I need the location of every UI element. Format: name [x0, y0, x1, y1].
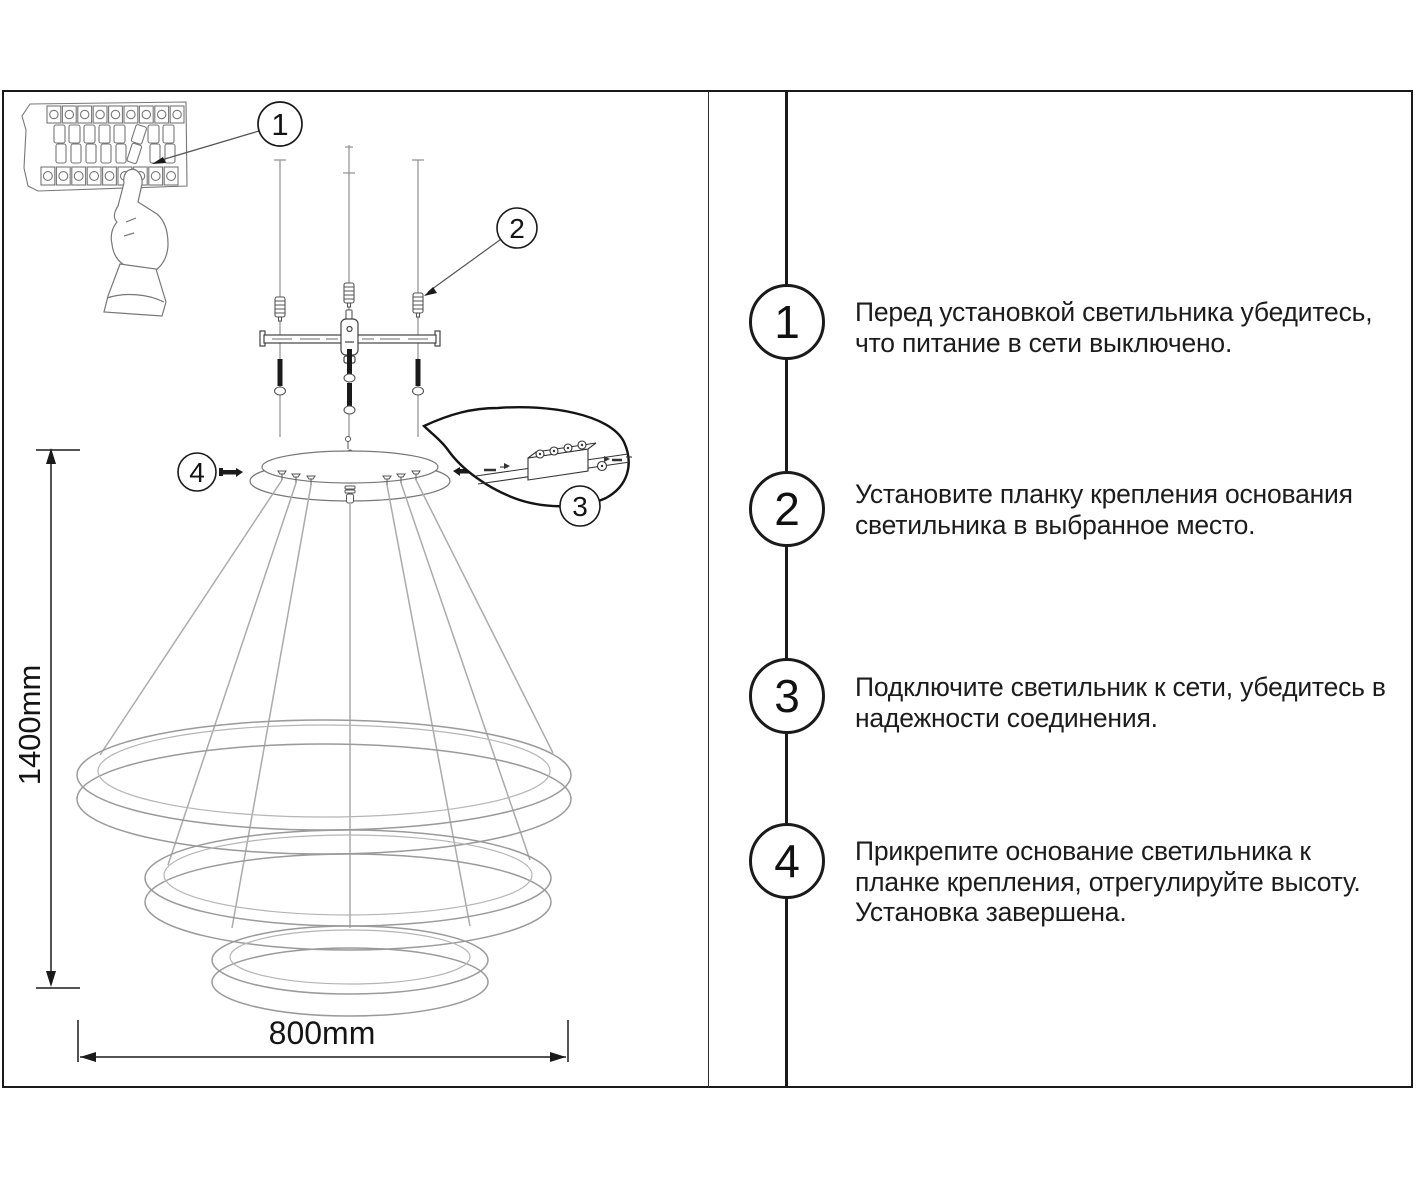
step-2-number: 2: [774, 483, 800, 535]
terminal-detail-balloon: [424, 407, 632, 526]
ring-small: [212, 926, 488, 1016]
step-3-line-2: надежности соединения.: [855, 702, 1158, 733]
wall-anchor-middle: [344, 283, 354, 319]
step-1-line-1: Перед установкой светильника убедитесь,: [855, 297, 1373, 327]
breaker-top-row: [47, 106, 184, 123]
step-1-line-2: что питание в сети выключено.: [855, 327, 1233, 358]
step-4-line-2: планке крепления, отрегулируйте высоту.: [855, 866, 1361, 897]
ring-large: [77, 720, 571, 854]
step-2-text: [855, 479, 1400, 540]
canopy-side-screw-left: [219, 468, 243, 477]
canopy-cable-gripper: [345, 486, 355, 503]
callout-3-number: 3: [572, 491, 588, 522]
wall-anchors: [275, 283, 423, 321]
step-4-text: [855, 836, 1400, 928]
hand-sketch: [104, 169, 168, 316]
step-4-number: 4: [774, 835, 800, 887]
step-3-number: 3: [774, 670, 800, 722]
step-3-line-1: Подключите светильник к сети, убедитесь в: [855, 672, 1386, 702]
step-3-text: [855, 672, 1400, 733]
divider-line-thick: [785, 92, 788, 1088]
callout-1-number: 1: [271, 107, 289, 142]
step-1-badge: [749, 284, 825, 360]
callout-4-number: 4: [189, 457, 205, 488]
step-1-text: [855, 297, 1400, 358]
step-2-line-1: Установите планку крепления основания: [855, 479, 1353, 509]
step-2-badge: [749, 471, 825, 547]
step-4-badge: [749, 823, 825, 899]
bracket-screws: [275, 349, 424, 414]
dimension-height-label: 1400mm: [12, 664, 47, 786]
breaker-bottom-row: [41, 167, 178, 185]
dimension-height: [12, 448, 80, 988]
breaker-panel-sketch: [22, 102, 187, 191]
step-4-line-3: Установка завершена.: [855, 897, 1127, 927]
step-3-badge: [749, 658, 825, 734]
callout-2: [424, 208, 537, 296]
wall-anchor-right: [413, 293, 423, 317]
step-1-number: 1: [774, 296, 800, 348]
callout-2-number: 2: [509, 213, 525, 244]
leader-arrow-2: [424, 287, 437, 296]
wall-anchor-left: [275, 297, 285, 321]
suspension-cables: [100, 480, 553, 928]
step-2-line-2: светильника в выбранное место.: [855, 509, 1256, 540]
dimension-width: [78, 1015, 568, 1062]
ceiling-canopy: [219, 437, 477, 504]
dimension-width-label: 800mm: [268, 1015, 376, 1051]
callout-4: [178, 453, 216, 491]
installation-diagram: [0, 90, 710, 1090]
step-4-line-1: Прикрепите основание светильника к: [855, 836, 1311, 866]
